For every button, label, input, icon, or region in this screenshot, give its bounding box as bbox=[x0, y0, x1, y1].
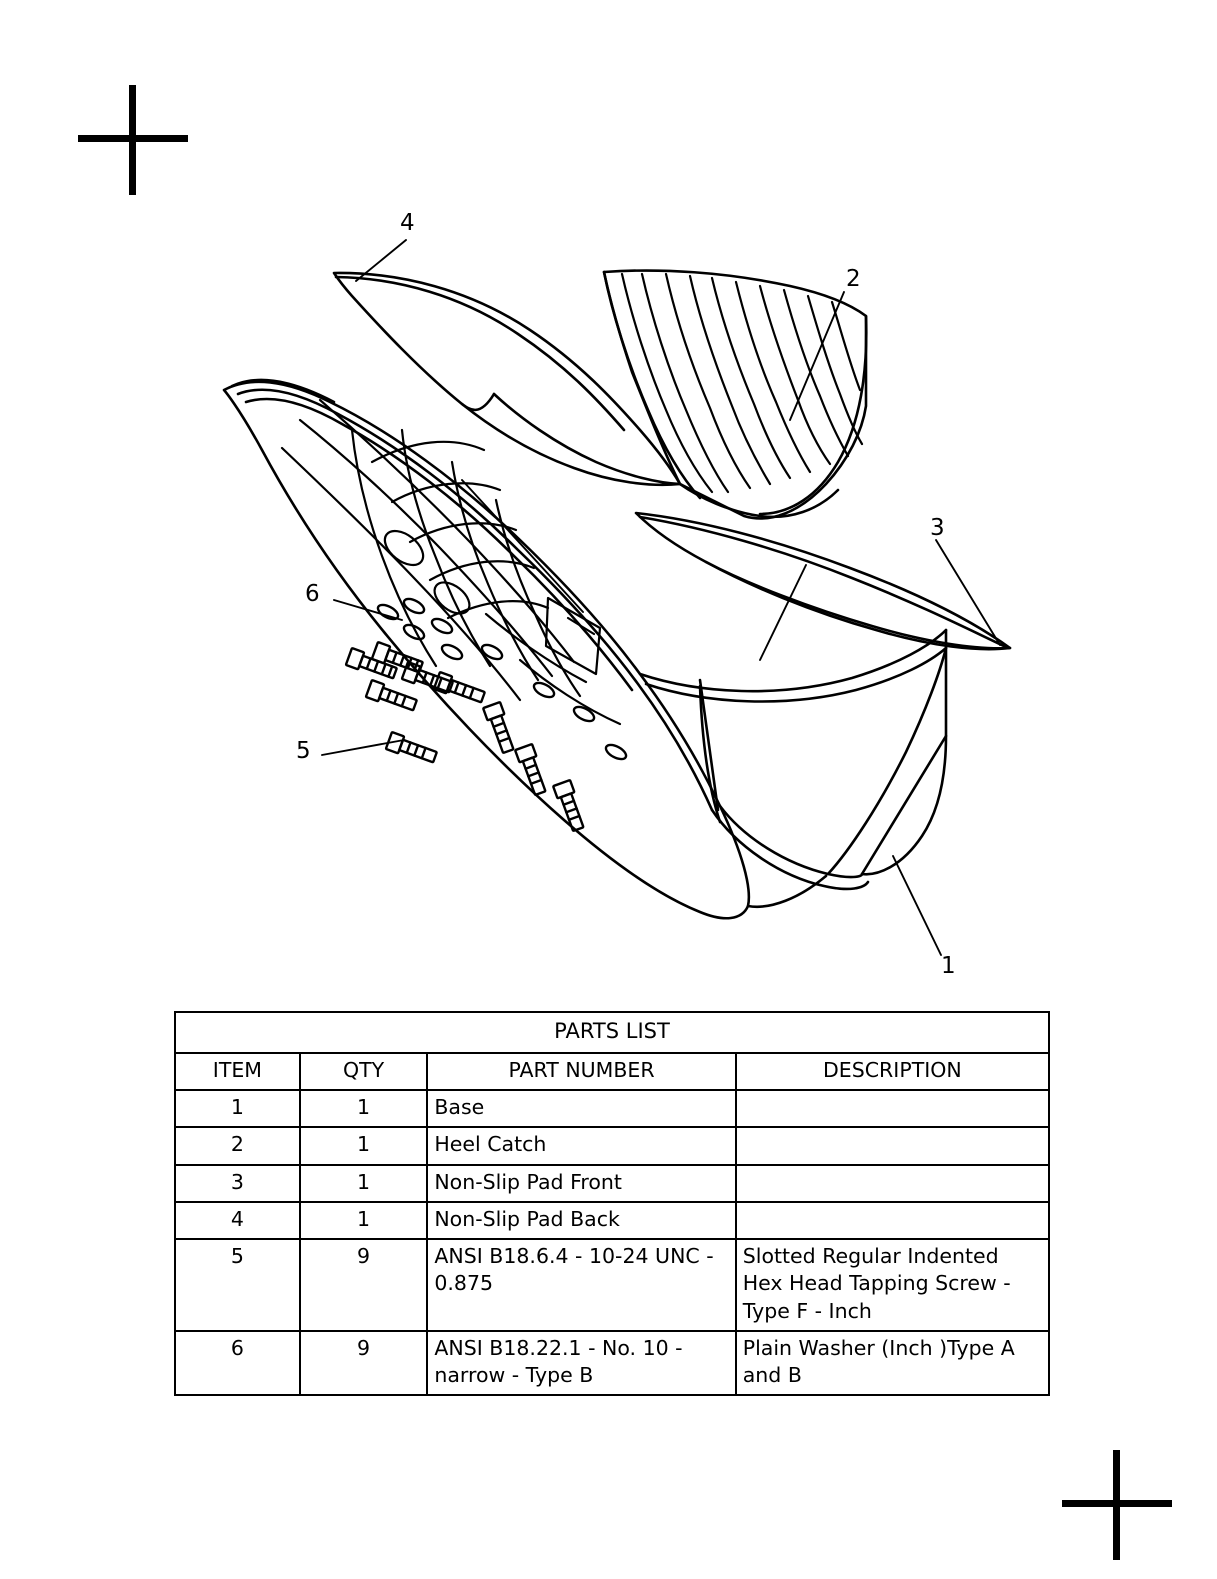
table-row bbox=[175, 1202, 1049, 1239]
cell-item: 3 bbox=[175, 1165, 300, 1202]
column-header-qty: QTY bbox=[300, 1053, 428, 1090]
table-row bbox=[175, 1239, 1049, 1331]
cell-item: 2 bbox=[175, 1127, 300, 1164]
bottom-right-registration-cross bbox=[1062, 1450, 1172, 1560]
cell-part-number: Non-Slip Pad Front bbox=[427, 1165, 735, 1202]
cell-description: Plain Washer (Inch )Type A and B bbox=[736, 1331, 1049, 1396]
cell-description bbox=[736, 1202, 1049, 1239]
part-screws bbox=[346, 642, 587, 832]
part-non-slip-pad-front bbox=[636, 513, 1010, 649]
part-non-slip-pad-back bbox=[334, 273, 680, 485]
cell-part-number: Heel Catch bbox=[427, 1127, 735, 1164]
cell-part-number: ANSI B18.22.1 - No. 10 - narrow - Type B bbox=[427, 1331, 735, 1396]
table-row bbox=[175, 1331, 1049, 1396]
cell-part-number: Non-Slip Pad Back bbox=[427, 1202, 735, 1239]
cell-item: 5 bbox=[175, 1239, 300, 1331]
parts-list-header-row bbox=[175, 1053, 1049, 1090]
part-washers bbox=[376, 596, 629, 762]
callout-4: 4 bbox=[400, 210, 415, 236]
column-header-part-number: PART NUMBER bbox=[427, 1053, 735, 1090]
cell-part-number: Base bbox=[427, 1090, 735, 1127]
cell-description bbox=[736, 1127, 1049, 1164]
cell-qty: 9 bbox=[300, 1331, 428, 1396]
table-row bbox=[175, 1165, 1049, 1202]
callout-1: 1 bbox=[941, 953, 956, 979]
cell-description: Slotted Regular Indented Hex Head Tapping Screw - Type F - Inch bbox=[736, 1239, 1049, 1331]
cell-description bbox=[736, 1090, 1049, 1127]
part-heel-catch bbox=[604, 271, 866, 519]
callout-5: 5 bbox=[296, 738, 311, 764]
column-header-item: ITEM bbox=[175, 1053, 300, 1090]
cell-part-number: ANSI B18.6.4 - 10-24 UNC - 0.875 bbox=[427, 1239, 735, 1331]
table-row bbox=[175, 1127, 1049, 1164]
cell-item: 4 bbox=[175, 1202, 300, 1239]
cell-qty: 9 bbox=[300, 1239, 428, 1331]
column-header-description: DESCRIPTION bbox=[736, 1053, 1049, 1090]
table-row bbox=[175, 1090, 1049, 1127]
cell-qty: 1 bbox=[300, 1127, 428, 1164]
parts-list-title: PARTS LIST bbox=[175, 1012, 1049, 1053]
cell-description bbox=[736, 1165, 1049, 1202]
cell-item: 1 bbox=[175, 1090, 300, 1127]
parts-list-title-row bbox=[175, 1012, 1049, 1053]
cell-qty: 1 bbox=[300, 1090, 428, 1127]
cell-qty: 1 bbox=[300, 1165, 428, 1202]
cell-item: 6 bbox=[175, 1331, 300, 1396]
parts-list-table bbox=[174, 1011, 1050, 1396]
callout-3: 3 bbox=[930, 515, 945, 541]
callout-6: 6 bbox=[305, 581, 320, 607]
cell-qty: 1 bbox=[300, 1202, 428, 1239]
callout-2: 2 bbox=[846, 266, 861, 292]
